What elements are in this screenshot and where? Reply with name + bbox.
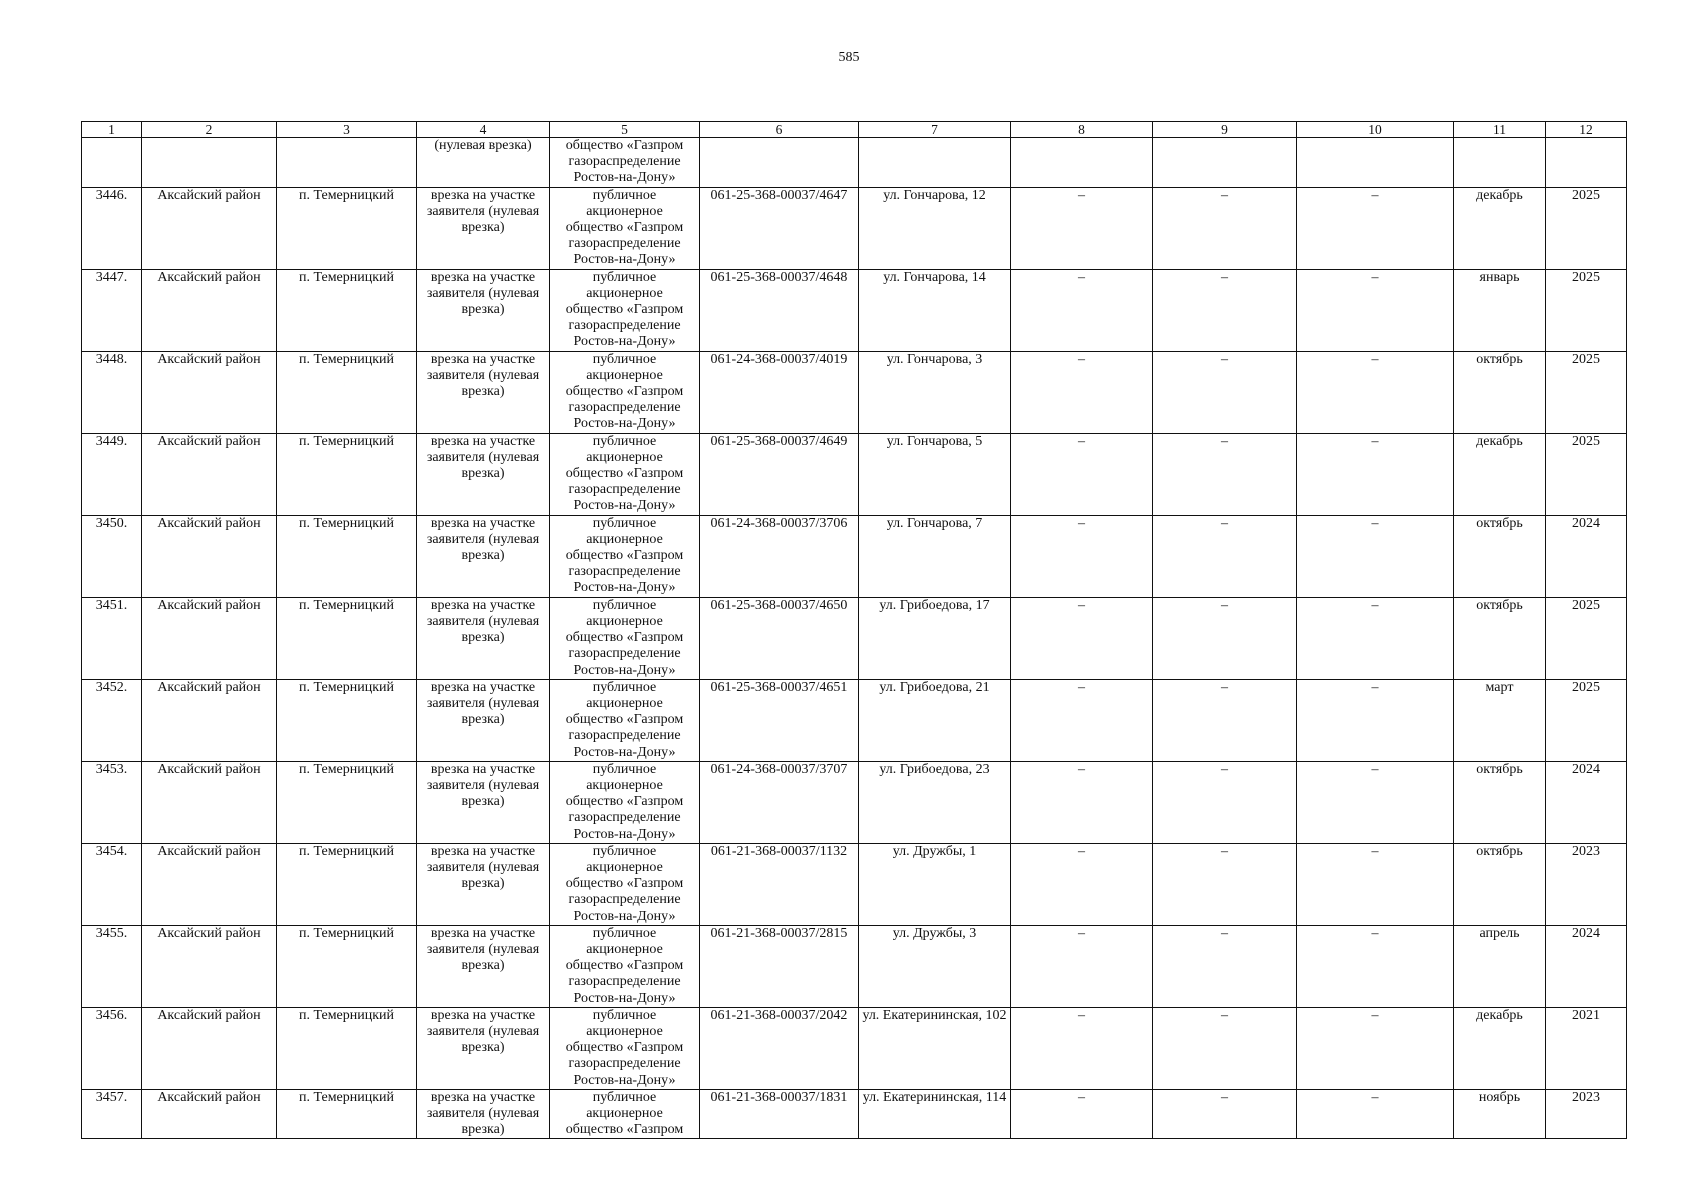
organization-cell: публичное акционерное общество «Газпром газораспределение Ростов-на-Дону»	[550, 679, 700, 761]
address-cell: ул. Гончарова, 5	[859, 433, 1011, 515]
empty-cell	[1153, 138, 1297, 188]
month-cell: декабрь	[1454, 1007, 1546, 1089]
district-cell: Аксайский район	[142, 925, 277, 1007]
address-cell: ул. Грибоедова, 21	[859, 679, 1011, 761]
table-row	[82, 597, 1627, 679]
application-code-cell: 061-25-368-00037/4651	[700, 679, 859, 761]
row-number-cell: 3451.	[82, 597, 142, 679]
table-row	[82, 269, 1627, 351]
value-cell-8: –	[1011, 433, 1153, 515]
district-cell: Аксайский район	[142, 1089, 277, 1139]
settlement-cell: п. Темерницкий	[277, 433, 417, 515]
address-cell: ул. Гончарова, 12	[859, 187, 1011, 269]
settlement-cell: п. Темерницкий	[277, 1007, 417, 1089]
column-number: 2	[142, 122, 277, 138]
year-cell: 2025	[1546, 187, 1627, 269]
work-type-cell: (нулевая врезка)	[417, 138, 550, 188]
organization-cell: публичное акционерное общество «Газпром газораспределение Ростов-на-Дону»	[550, 843, 700, 925]
month-cell: ноябрь	[1454, 1089, 1546, 1139]
organization-cell: публичное акционерное общество «Газпром газораспределение Ростов-на-Дону»	[550, 761, 700, 843]
empty-cell	[82, 138, 142, 188]
district-cell: Аксайский район	[142, 1007, 277, 1089]
row-number-cell: 3452.	[82, 679, 142, 761]
table-row	[82, 433, 1627, 515]
year-cell: 2024	[1546, 925, 1627, 1007]
month-cell: апрель	[1454, 925, 1546, 1007]
work-type-cell: врезка на участке заявителя (нулевая врезка)	[417, 679, 550, 761]
address-cell: ул. Гончарова, 3	[859, 351, 1011, 433]
empty-cell	[142, 138, 277, 188]
settlement-cell: п. Темерницкий	[277, 351, 417, 433]
application-code-cell: 061-25-368-00037/4648	[700, 269, 859, 351]
table-row	[82, 925, 1627, 1007]
month-cell: декабрь	[1454, 433, 1546, 515]
organization-cell: публичное акционерное общество «Газпром газораспределение Ростов-на-Дону»	[550, 351, 700, 433]
value-cell-9: –	[1153, 187, 1297, 269]
value-cell-9: –	[1153, 597, 1297, 679]
work-type-cell: врезка на участке заявителя (нулевая врезка)	[417, 515, 550, 597]
schedule-table	[81, 121, 1627, 1139]
column-number: 3	[277, 122, 417, 138]
table-row	[82, 679, 1627, 761]
organization-cell: общество «Газпром газораспределение Ростов-на-Дону»	[550, 138, 700, 188]
value-cell-10: –	[1297, 351, 1454, 433]
application-code-cell: 061-25-368-00037/4649	[700, 433, 859, 515]
month-cell: октябрь	[1454, 843, 1546, 925]
value-cell-10: –	[1297, 187, 1454, 269]
table-row	[82, 187, 1627, 269]
value-cell-10: –	[1297, 433, 1454, 515]
value-cell-10: –	[1297, 269, 1454, 351]
value-cell-9: –	[1153, 1089, 1297, 1139]
page-number: 585	[838, 50, 860, 65]
value-cell-10: –	[1297, 1007, 1454, 1089]
year-cell: 2025	[1546, 679, 1627, 761]
address-cell: ул. Дружбы, 1	[859, 843, 1011, 925]
year-cell: 2023	[1546, 843, 1627, 925]
year-cell: 2024	[1546, 761, 1627, 843]
application-code-cell: 061-21-368-00037/1132	[700, 843, 859, 925]
column-number: 5	[550, 122, 700, 138]
table-row	[82, 761, 1627, 843]
district-cell: Аксайский район	[142, 761, 277, 843]
address-cell: ул. Грибоедова, 23	[859, 761, 1011, 843]
continuation-row	[82, 138, 1627, 188]
value-cell-8: –	[1011, 597, 1153, 679]
settlement-cell: п. Темерницкий	[277, 679, 417, 761]
settlement-cell: п. Темерницкий	[277, 1089, 417, 1139]
empty-cell	[277, 138, 417, 188]
settlement-cell: п. Темерницкий	[277, 925, 417, 1007]
district-cell: Аксайский район	[142, 679, 277, 761]
application-code-cell: 061-25-368-00037/4650	[700, 597, 859, 679]
organization-cell: публичное акционерное общество «Газпром газораспределение Ростов-на-Дону»	[550, 187, 700, 269]
organization-cell: публичное акционерное общество «Газпром	[550, 1089, 700, 1139]
work-type-cell: врезка на участке заявителя (нулевая врезка)	[417, 187, 550, 269]
value-cell-8: –	[1011, 679, 1153, 761]
month-cell: октябрь	[1454, 761, 1546, 843]
value-cell-9: –	[1153, 269, 1297, 351]
value-cell-10: –	[1297, 843, 1454, 925]
row-number-cell: 3450.	[82, 515, 142, 597]
column-number: 1	[82, 122, 142, 138]
value-cell-10: –	[1297, 515, 1454, 597]
organization-cell: публичное акционерное общество «Газпром газораспределение Ростов-на-Дону»	[550, 597, 700, 679]
value-cell-9: –	[1153, 679, 1297, 761]
district-cell: Аксайский район	[142, 187, 277, 269]
work-type-cell: врезка на участке заявителя (нулевая врезка)	[417, 433, 550, 515]
settlement-cell: п. Темерницкий	[277, 761, 417, 843]
value-cell-10: –	[1297, 597, 1454, 679]
column-number: 10	[1297, 122, 1454, 138]
settlement-cell: п. Темерницкий	[277, 515, 417, 597]
column-number: 7	[859, 122, 1011, 138]
district-cell: Аксайский район	[142, 515, 277, 597]
value-cell-9: –	[1153, 1007, 1297, 1089]
empty-cell	[1454, 138, 1546, 188]
organization-cell: публичное акционерное общество «Газпром газораспределение Ростов-на-Дону»	[550, 515, 700, 597]
year-cell: 2023	[1546, 1089, 1627, 1139]
value-cell-9: –	[1153, 351, 1297, 433]
empty-cell	[1011, 138, 1153, 188]
value-cell-8: –	[1011, 1007, 1153, 1089]
value-cell-9: –	[1153, 925, 1297, 1007]
address-cell: ул. Грибоедова, 17	[859, 597, 1011, 679]
value-cell-8: –	[1011, 925, 1153, 1007]
month-cell: октябрь	[1454, 597, 1546, 679]
row-number-cell: 3456.	[82, 1007, 142, 1089]
row-number-cell: 3448.	[82, 351, 142, 433]
district-cell: Аксайский район	[142, 843, 277, 925]
empty-cell	[859, 138, 1011, 188]
row-number-cell: 3457.	[82, 1089, 142, 1139]
year-cell: 2025	[1546, 597, 1627, 679]
value-cell-8: –	[1011, 351, 1153, 433]
address-cell: ул. Дружбы, 3	[859, 925, 1011, 1007]
application-code-cell: 061-24-368-00037/4019	[700, 351, 859, 433]
value-cell-8: –	[1011, 187, 1153, 269]
month-cell: октябрь	[1454, 351, 1546, 433]
work-type-cell: врезка на участке заявителя (нулевая врезка)	[417, 351, 550, 433]
settlement-cell: п. Темерницкий	[277, 597, 417, 679]
empty-cell	[700, 138, 859, 188]
application-code-cell: 061-21-368-00037/1831	[700, 1089, 859, 1139]
work-type-cell: врезка на участке заявителя (нулевая врезка)	[417, 925, 550, 1007]
organization-cell: публичное акционерное общество «Газпром газораспределение Ростов-на-Дону»	[550, 925, 700, 1007]
table-row	[82, 1089, 1627, 1139]
value-cell-9: –	[1153, 761, 1297, 843]
district-cell: Аксайский район	[142, 351, 277, 433]
application-code-cell: 061-21-368-00037/2042	[700, 1007, 859, 1089]
organization-cell: публичное акционерное общество «Газпром газораспределение Ростов-на-Дону»	[550, 1007, 700, 1089]
table-row	[82, 1007, 1627, 1089]
year-cell: 2025	[1546, 269, 1627, 351]
application-code-cell: 061-21-368-00037/2815	[700, 925, 859, 1007]
column-number: 4	[417, 122, 550, 138]
value-cell-8: –	[1011, 1089, 1153, 1139]
value-cell-10: –	[1297, 925, 1454, 1007]
month-cell: декабрь	[1454, 187, 1546, 269]
year-cell: 2025	[1546, 433, 1627, 515]
row-number-cell: 3446.	[82, 187, 142, 269]
row-number-cell: 3447.	[82, 269, 142, 351]
value-cell-10: –	[1297, 679, 1454, 761]
row-number-cell: 3453.	[82, 761, 142, 843]
application-code-cell: 061-24-368-00037/3707	[700, 761, 859, 843]
month-cell: март	[1454, 679, 1546, 761]
organization-cell: публичное акционерное общество «Газпром газораспределение Ростов-на-Дону»	[550, 269, 700, 351]
row-number-cell: 3449.	[82, 433, 142, 515]
work-type-cell: врезка на участке заявителя (нулевая врезка)	[417, 597, 550, 679]
year-cell: 2024	[1546, 515, 1627, 597]
value-cell-8: –	[1011, 761, 1153, 843]
header-row	[82, 122, 1627, 138]
address-cell: ул. Гончарова, 14	[859, 269, 1011, 351]
work-type-cell: врезка на участке заявителя (нулевая врезка)	[417, 843, 550, 925]
month-cell: октябрь	[1454, 515, 1546, 597]
work-type-cell: врезка на участке заявителя (нулевая врезка)	[417, 761, 550, 843]
empty-cell	[1546, 138, 1627, 188]
row-number-cell: 3455.	[82, 925, 142, 1007]
column-number: 11	[1454, 122, 1546, 138]
year-cell: 2021	[1546, 1007, 1627, 1089]
application-code-cell: 061-24-368-00037/3706	[700, 515, 859, 597]
address-cell: ул. Гончарова, 7	[859, 515, 1011, 597]
month-cell: январь	[1454, 269, 1546, 351]
column-number: 6	[700, 122, 859, 138]
district-cell: Аксайский район	[142, 433, 277, 515]
row-number-cell: 3454.	[82, 843, 142, 925]
value-cell-9: –	[1153, 433, 1297, 515]
value-cell-8: –	[1011, 269, 1153, 351]
settlement-cell: п. Темерницкий	[277, 843, 417, 925]
organization-cell: публичное акционерное общество «Газпром газораспределение Ростов-на-Дону»	[550, 433, 700, 515]
empty-cell	[1297, 138, 1454, 188]
value-cell-9: –	[1153, 515, 1297, 597]
value-cell-8: –	[1011, 515, 1153, 597]
address-cell: ул. Екатерининская, 114	[859, 1089, 1011, 1139]
work-type-cell: врезка на участке заявителя (нулевая врезка)	[417, 1007, 550, 1089]
district-cell: Аксайский район	[142, 269, 277, 351]
year-cell: 2025	[1546, 351, 1627, 433]
address-cell: ул. Екатерининская, 102	[859, 1007, 1011, 1089]
table-row	[82, 515, 1627, 597]
value-cell-10: –	[1297, 761, 1454, 843]
value-cell-10: –	[1297, 1089, 1454, 1139]
work-type-cell: врезка на участке заявителя (нулевая врезка)	[417, 269, 550, 351]
district-cell: Аксайский район	[142, 597, 277, 679]
column-number: 8	[1011, 122, 1153, 138]
settlement-cell: п. Темерницкий	[277, 269, 417, 351]
table-row	[82, 351, 1627, 433]
value-cell-9: –	[1153, 843, 1297, 925]
column-number: 9	[1153, 122, 1297, 138]
application-code-cell: 061-25-368-00037/4647	[700, 187, 859, 269]
work-type-cell: врезка на участке заявителя (нулевая врезка)	[417, 1089, 550, 1139]
table-row	[82, 843, 1627, 925]
settlement-cell: п. Темерницкий	[277, 187, 417, 269]
value-cell-8: –	[1011, 843, 1153, 925]
column-number: 12	[1546, 122, 1627, 138]
